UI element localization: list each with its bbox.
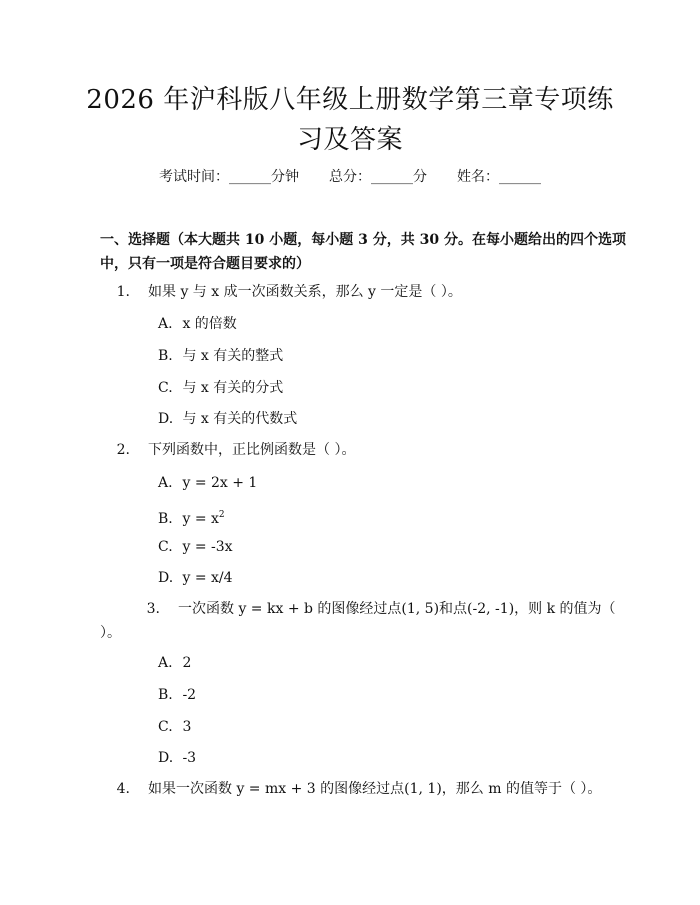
question-2 — [100, 438, 620, 462]
option-3b — [158, 685, 196, 705]
option-1d — [158, 409, 297, 429]
option-label: B. — [158, 348, 173, 364]
section-heading: 一、选择题（本大题共 10 小题，每小题 3 分，共 30 分。在每小题给出的四个选项中，只有一项是符合题目要求的） — [100, 232, 626, 272]
exponent: 2 — [218, 510, 225, 520]
title-line-2: 习及答案 — [296, 125, 403, 155]
option-text: -3 — [182, 750, 197, 766]
option-label: C. — [158, 539, 173, 555]
question-number: 3. — [146, 601, 160, 617]
question-1 — [100, 280, 620, 304]
exam-info-row — [0, 166, 700, 188]
question-3 — [100, 597, 620, 645]
option-2a — [158, 473, 257, 493]
question-text: 如果一次函数 y = mx + 3 的图像经过点(1, 1)，那么 m 的值等于（ ）。 — [148, 781, 602, 797]
option-text: 与 x 有关的代数式 — [182, 411, 298, 427]
option-label: B. — [158, 511, 173, 527]
option-1b — [158, 346, 283, 366]
option-2c — [158, 537, 233, 557]
option-2b — [158, 505, 225, 529]
option-label: C. — [158, 719, 173, 735]
option-text: y = x — [182, 511, 219, 527]
option-label: A. — [158, 655, 173, 671]
option-3a — [158, 653, 191, 673]
option-1a — [158, 314, 237, 334]
option-text: 与 x 有关的整式 — [182, 348, 284, 364]
option-label: D. — [158, 750, 174, 766]
total-score-field: 总分：______分 — [329, 169, 427, 185]
option-text: y = x/4 — [182, 570, 233, 586]
option-label: B. — [158, 687, 173, 703]
option-text: x 的倍数 — [182, 316, 237, 332]
question-text: 如果 y 与 x 成一次函数关系，那么 y 一定是（ ）。 — [148, 284, 462, 300]
option-text: 2 — [182, 655, 192, 671]
option-3d — [158, 748, 196, 768]
question-4 — [100, 777, 630, 801]
question-number: 2. — [116, 442, 130, 458]
question-number: 4. — [116, 781, 130, 797]
student-name-field: 姓名：______ — [457, 169, 541, 185]
option-text: y = -3x — [182, 539, 233, 555]
option-text: 与 x 有关的分式 — [182, 380, 284, 396]
question-text: 下列函数中，正比例函数是（ ）。 — [148, 442, 356, 458]
option-label: D. — [158, 570, 174, 586]
option-label: A. — [158, 475, 173, 491]
title-line-1: 2026 年沪科版八年级上册数学第三章专项练 — [86, 85, 614, 115]
option-text: y = 2x + 1 — [182, 475, 258, 491]
document-title — [60, 80, 640, 160]
option-label: C. — [158, 380, 173, 396]
option-3c — [158, 717, 191, 737]
question-number: 1. — [116, 284, 130, 300]
question-text: 一次函数 y = kx + b 的图像经过点(1, 5)和点(-2, -1)，则 k 的值为（ ）。 — [100, 601, 616, 641]
option-2d — [158, 568, 233, 588]
option-label: D. — [158, 411, 174, 427]
option-text: -2 — [182, 687, 197, 703]
option-text: 3 — [182, 719, 192, 735]
option-label: A. — [158, 316, 173, 332]
exam-time-field: 考试时间：______分钟 — [159, 169, 299, 185]
option-1c — [158, 378, 283, 398]
